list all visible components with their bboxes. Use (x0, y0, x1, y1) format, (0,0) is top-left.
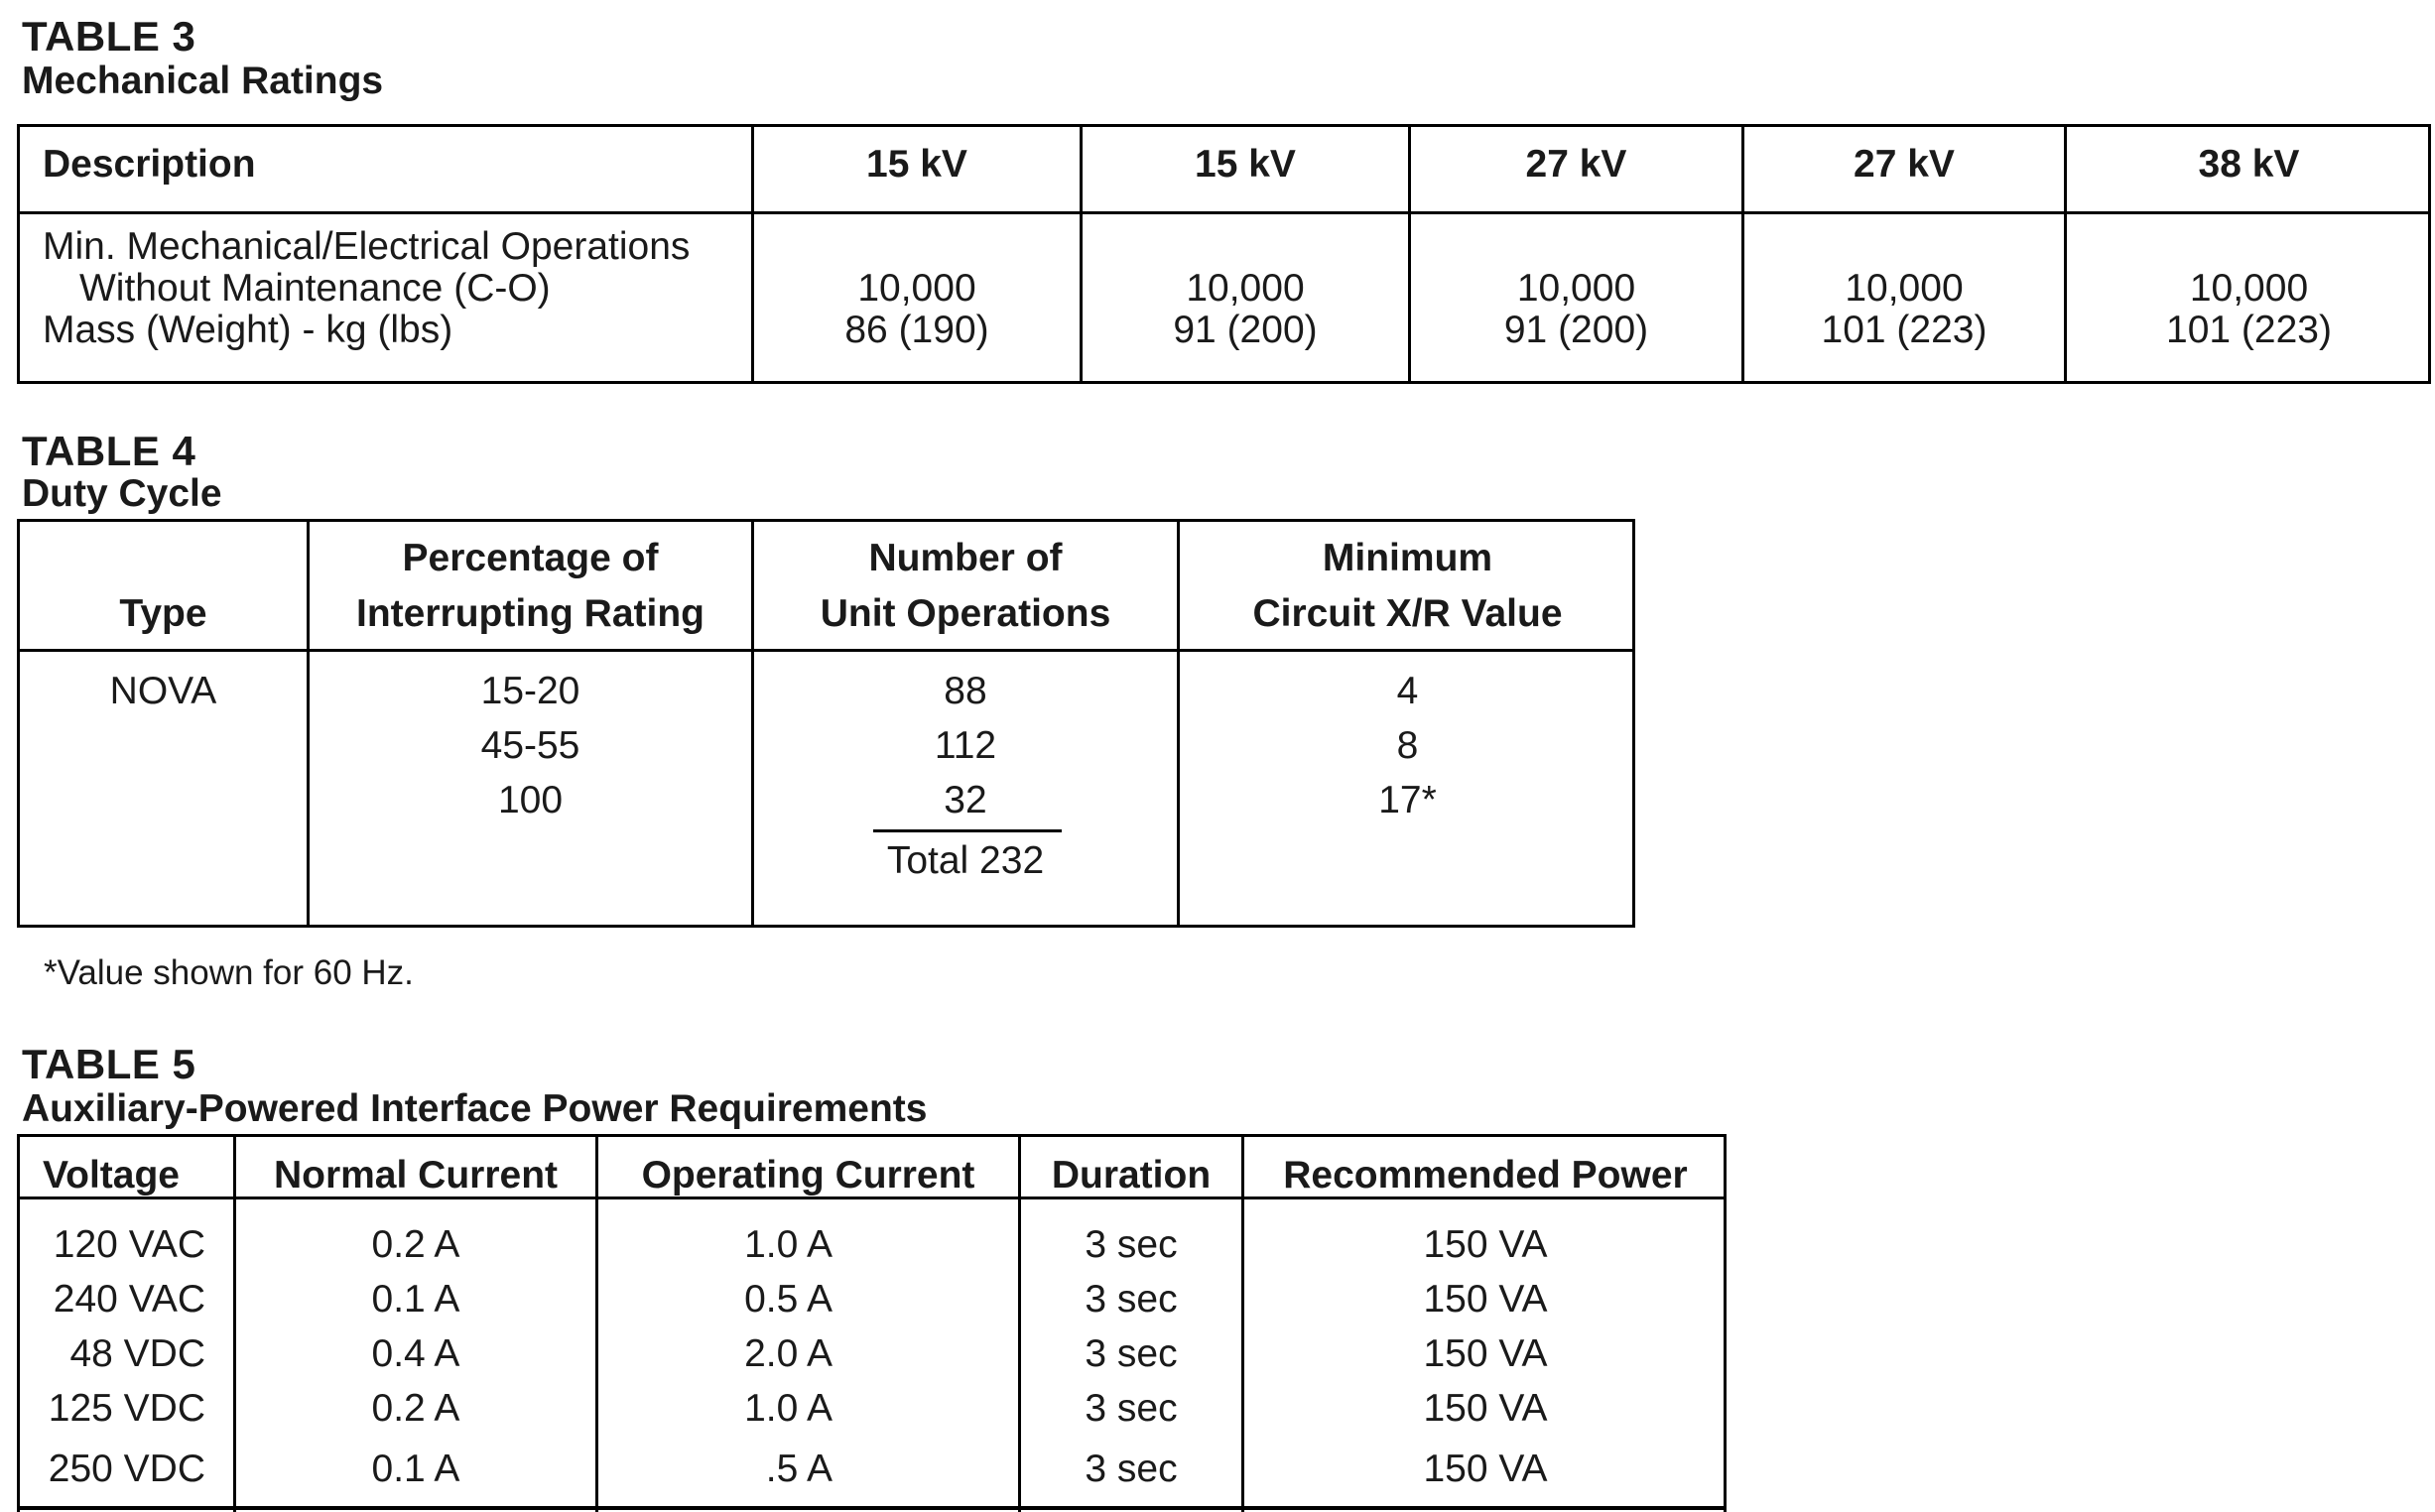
table5-operating-current: .5 A (765, 1448, 833, 1490)
table3-operations-col5: 10,000 (2189, 267, 2309, 310)
table4-total: Total 232 (886, 839, 1045, 882)
table5-recommended-power: 150 VA (1423, 1387, 1548, 1430)
table4-header-xr-line1: Minimum (1322, 537, 1493, 579)
table3-operations-col1: 10,000 (857, 267, 976, 310)
table4-header-ops-line1: Number of (868, 537, 1063, 579)
table4-subtitle: Duty Cycle (22, 472, 222, 515)
table5-duration: 3 sec (1085, 1223, 1178, 1266)
table4-ops-row1: 88 (944, 670, 987, 712)
table4-title: TABLE 4 (22, 428, 196, 474)
table3-header-divider (17, 211, 2431, 214)
table3-subtitle: Mechanical Ratings (22, 60, 384, 102)
table5-duration: 3 sec (1085, 1278, 1178, 1321)
table5-recommended-power: 150 VA (1423, 1332, 1548, 1375)
table5-header-normal-current: Normal Current (273, 1154, 559, 1197)
table4-col-divider (1177, 519, 1180, 928)
table5-header-operating-current: Operating Current (641, 1154, 975, 1197)
table3-header-col3: 27 kV (1525, 143, 1627, 186)
table5-title: TABLE 5 (22, 1041, 196, 1087)
table5-duration: 3 sec (1085, 1448, 1178, 1490)
table5-operating-current: 0.5 A (744, 1278, 833, 1321)
table3-header-col5: 38 kV (2198, 143, 2300, 186)
table3-mass-col3: 91 (200) (1503, 309, 1649, 351)
table3-header-col1: 15 kV (866, 143, 967, 186)
table4-ops-row2: 112 (934, 724, 997, 767)
table3-operations-col4: 10,000 (1845, 267, 1964, 310)
table4-pct-row2: 45-55 (480, 724, 580, 767)
table5-normal-current: 0.4 A (371, 1332, 460, 1375)
table5-normal-current: 0.2 A (371, 1387, 460, 1430)
table5-normal-current: 0.1 A (371, 1448, 460, 1490)
table5-recommended-power: 150 VA (1423, 1448, 1548, 1490)
table5-bottom-border (17, 1506, 1727, 1510)
table4-pct-row1: 15-20 (480, 670, 580, 712)
table5-header-voltage: Voltage (43, 1154, 180, 1197)
table4-header-ops-line2: Unit Operations (820, 592, 1111, 635)
table4-xr-row1: 4 (1396, 670, 1419, 712)
table3-header-description: Description (43, 143, 256, 186)
table4-total-underline (873, 829, 1062, 832)
table5-recommended-power: 150 VA (1423, 1278, 1548, 1321)
table3-header-col2: 15 kV (1195, 143, 1296, 186)
table5-normal-current: 0.2 A (371, 1223, 460, 1266)
table5-voltage: 48 VDC (69, 1332, 205, 1375)
table5-operating-current: 2.0 A (744, 1332, 833, 1375)
table5-voltage: 120 VAC (53, 1223, 205, 1266)
table5-header-recommended-power: Recommended Power (1283, 1154, 1688, 1197)
table4-header-type: Type (119, 592, 207, 635)
table5-normal-current: 0.1 A (371, 1278, 460, 1321)
table3-desc-line1: Min. Mechanical/Electrical Operations (43, 225, 691, 268)
table4-header-xr-line2: Circuit X/R Value (1252, 592, 1563, 635)
table4-header-pct-line1: Percentage of (402, 537, 659, 579)
table4-xr-row3: 17* (1378, 779, 1437, 821)
table5-subtitle: Auxiliary-Powered Interface Power Requirements (22, 1087, 928, 1130)
table5-duration: 3 sec (1085, 1332, 1178, 1375)
table5-duration: 3 sec (1085, 1387, 1178, 1430)
table4-pct-row3: 100 (497, 779, 564, 821)
table3-title: TABLE 3 (22, 13, 196, 60)
table3-operations-col3: 10,000 (1516, 267, 1636, 310)
table3-desc-line2: Without Maintenance (C-O) (79, 267, 551, 310)
table4-col-divider (307, 519, 310, 928)
table5-header-divider (17, 1197, 1727, 1199)
table5-voltage: 240 VAC (53, 1278, 205, 1321)
table3-mass-col1: 86 (190) (844, 309, 989, 351)
table3-mass-col5: 101 (223) (2166, 309, 2332, 351)
table5-operating-current: 1.0 A (744, 1223, 833, 1266)
table3-mass-col4: 101 (223) (1821, 309, 1987, 351)
table4-header-pct-line2: Interrupting Rating (356, 592, 705, 635)
table3-mass-col2: 91 (200) (1173, 309, 1318, 351)
table5-voltage: 250 VDC (48, 1448, 205, 1490)
table4-type-value: NOVA (109, 670, 217, 712)
table4-footnote: *Value shown for 60 Hz. (44, 953, 414, 992)
table5-header-duration: Duration (1051, 1154, 1212, 1197)
table5-operating-current: 1.0 A (744, 1387, 833, 1430)
table4-ops-row3: 32 (944, 779, 987, 821)
table3-desc-line3: Mass (Weight) - kg (lbs) (43, 309, 453, 351)
table4-xr-row2: 8 (1396, 724, 1419, 767)
table3-header-col4: 27 kV (1854, 143, 1955, 186)
table4-header-divider (17, 649, 1635, 652)
table5-voltage: 125 VDC (48, 1387, 205, 1430)
table3-operations-col2: 10,000 (1186, 267, 1305, 310)
table5-recommended-power: 150 VA (1423, 1223, 1548, 1266)
